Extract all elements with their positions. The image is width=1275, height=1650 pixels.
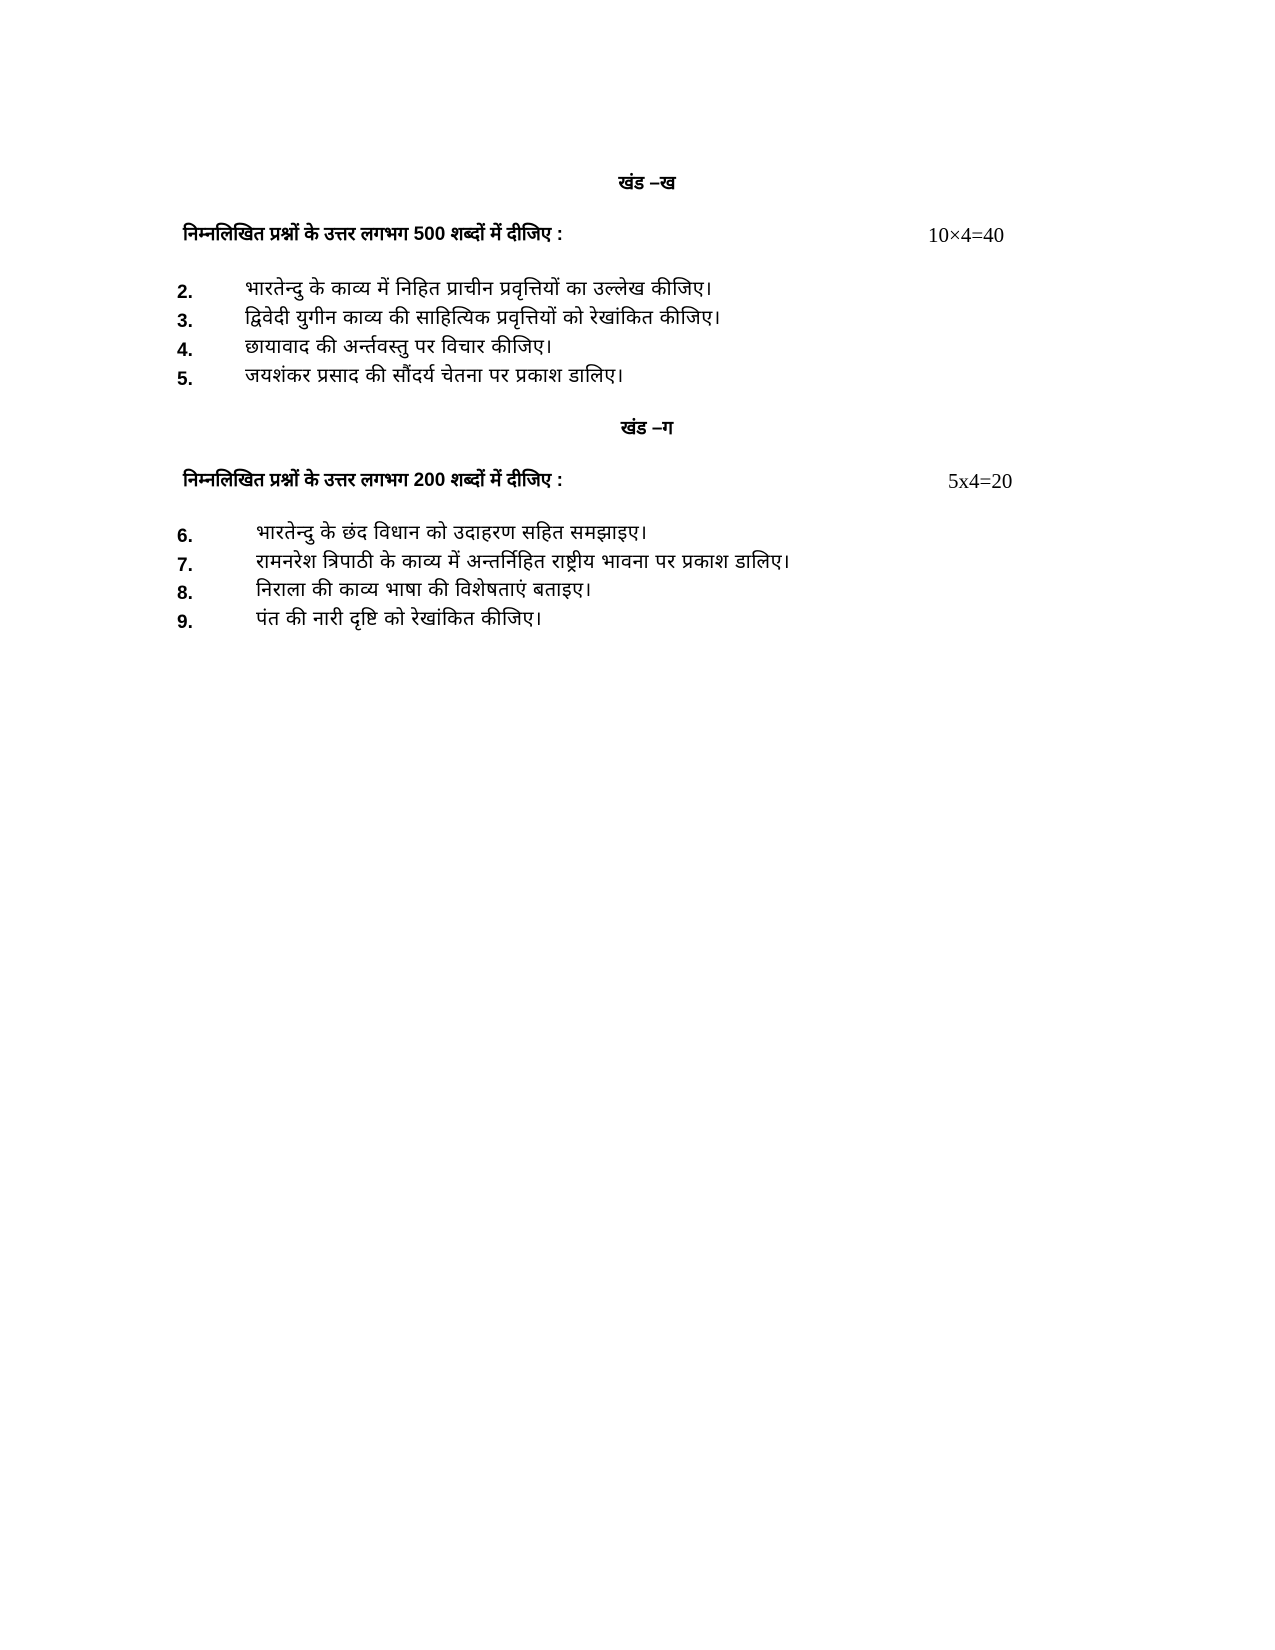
question-number: 2. <box>177 282 193 303</box>
section-title: खंड –ख <box>618 173 676 194</box>
question-number: 5. <box>177 369 193 390</box>
question-text: जयशंकर प्रसाद की सौंदर्य चेतना पर प्रकाश डालिए। <box>245 365 624 387</box>
question-number: 7. <box>177 555 193 576</box>
question-number: 3. <box>177 311 193 332</box>
question-text: पंत की नारी दृष्टि को रेखांकित कीजिए। <box>256 608 543 630</box>
question-number: 8. <box>177 583 193 604</box>
question-number: 9. <box>177 612 193 633</box>
question-number: 4. <box>177 340 193 361</box>
question-text: छायावाद की अर्न्तवस्तु पर विचार कीजिए। <box>245 336 553 358</box>
question-text: द्विवेदी युगीन काव्य की साहित्यिक प्रवृत्तियों को रेखांकित कीजिए। <box>245 307 721 329</box>
section-title: खंड –ग <box>620 418 674 439</box>
section-instruction: निम्नलिखित प्रश्नों के उत्तर लगभग 200 शब्दों में दीजिए : <box>183 470 563 491</box>
question-text: भारतेन्दु के काव्य में निहित प्राचीन प्रवृत्तियों का उल्लेख कीजिए। <box>245 278 713 300</box>
section-marks: 5x4=20 <box>948 469 1013 493</box>
question-text: भारतेन्दु के छंद विधान को उदाहरण सहित समझाइए। <box>256 522 648 544</box>
section-marks: 10×4=40 <box>928 223 1005 247</box>
question-text: रामनरेश त्रिपाठी के काव्य में अन्तर्निहित राष्ट्रीय भावना पर प्रकाश डालिए। <box>256 551 791 573</box>
section-instruction: निम्नलिखित प्रश्नों के उत्तर लगभग 500 शब्दों में दीजिए : <box>183 224 563 245</box>
question-text: निराला की काव्य भाषा की विशेषताएं बताइए। <box>256 579 592 601</box>
question-number: 6. <box>177 526 193 547</box>
